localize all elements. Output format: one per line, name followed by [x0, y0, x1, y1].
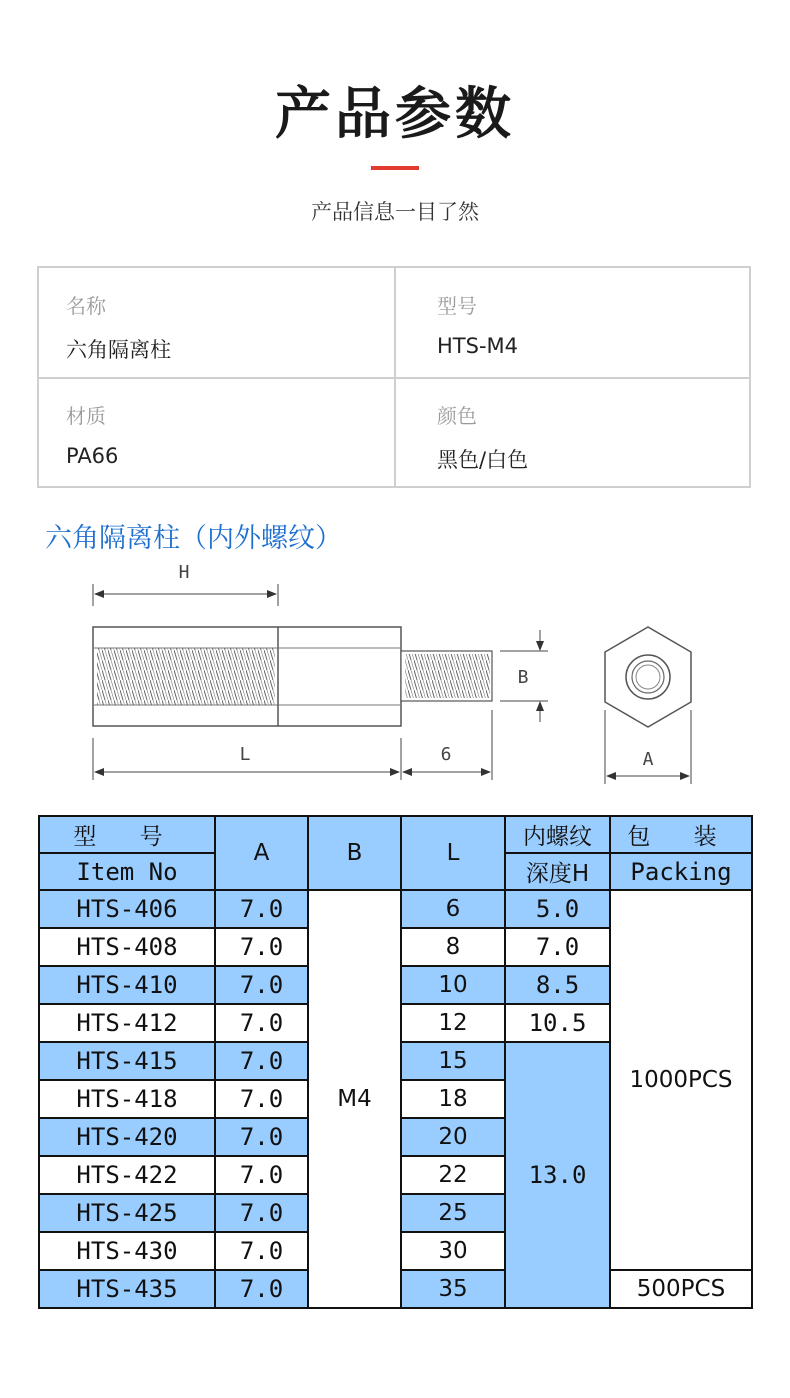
- cell-l: 8: [401, 928, 505, 966]
- header-pack-cn: 包 装: [610, 816, 752, 853]
- cell-item: HTS-415: [39, 1042, 215, 1080]
- dimension-6-label: 6: [440, 744, 452, 765]
- cell-a: 7.0: [215, 1232, 308, 1270]
- cell-l: 25: [401, 1194, 505, 1232]
- header-a: A: [215, 816, 308, 890]
- cell-a: 7.0: [215, 928, 308, 966]
- cell-l: 18: [401, 1080, 505, 1118]
- cell-l: 22: [401, 1156, 505, 1194]
- cell-a: 7.0: [215, 1194, 308, 1232]
- info-divider-horizontal: [39, 377, 749, 379]
- dimension-l-label: L: [239, 744, 251, 765]
- cell-a: 7.0: [215, 966, 308, 1004]
- material-label: 材质: [66, 404, 106, 428]
- dimension-6: [403, 710, 492, 780]
- spacer-end-view: [605, 627, 691, 727]
- color-value: 黑色/白色: [437, 448, 529, 472]
- cell-item: HTS-418: [39, 1080, 215, 1118]
- cell-depth: 7.0: [505, 928, 610, 966]
- cell-item: HTS-435: [39, 1270, 215, 1308]
- dimension-h: [93, 562, 278, 606]
- cell-a: 7.0: [215, 1004, 308, 1042]
- dimension-b: [500, 630, 548, 722]
- cell-item: HTS-430: [39, 1232, 215, 1270]
- page-title: 产品参数: [275, 82, 515, 147]
- cell-item: HTS-420: [39, 1118, 215, 1156]
- cell-a: 7.0: [215, 1080, 308, 1118]
- material-value: PA66: [66, 444, 119, 468]
- cell-l: 30: [401, 1232, 505, 1270]
- cell-a: 7.0: [215, 1042, 308, 1080]
- page-subtitle: 产品信息一目了然: [311, 200, 479, 224]
- cell-a: 7.0: [215, 890, 308, 928]
- header-pack-en: Packing: [610, 853, 752, 890]
- header-depth-line2: 深度H: [505, 853, 610, 890]
- cell-b-merged: M4: [308, 890, 401, 1308]
- section-heading: 六角隔离柱（内外螺纹）: [45, 523, 342, 554]
- cell-item: HTS-406: [39, 890, 215, 928]
- cell-l: 15: [401, 1042, 505, 1080]
- dimension-l: [93, 738, 401, 780]
- cell-pack-1000: 1000PCS: [610, 890, 752, 1270]
- cell-item: HTS-422: [39, 1156, 215, 1194]
- cell-pack-500: 500PCS: [610, 1270, 752, 1308]
- cell-depth: 5.0: [505, 890, 610, 928]
- header-b: B: [308, 816, 401, 890]
- model-label: 型号: [437, 294, 477, 318]
- spacer-side-view: [93, 627, 492, 726]
- cell-item: HTS-412: [39, 1004, 215, 1042]
- header-depth-line1: 内螺纹: [505, 816, 610, 853]
- dimension-diagram: [0, 550, 790, 800]
- dimension-h-label: H: [178, 562, 190, 583]
- name-value: 六角隔离柱: [66, 338, 171, 362]
- dimension-b-label: B: [517, 667, 529, 688]
- title-underline: [371, 166, 419, 170]
- product-info-table: [37, 266, 751, 488]
- dimension-a-label: A: [642, 749, 654, 770]
- cell-depth-merged: 13.0: [505, 1042, 610, 1308]
- cell-l: 35: [401, 1270, 505, 1308]
- cell-l: 12: [401, 1004, 505, 1042]
- cell-item: HTS-425: [39, 1194, 215, 1232]
- cell-a: 7.0: [215, 1118, 308, 1156]
- cell-a: 7.0: [215, 1270, 308, 1308]
- name-label: 名称: [66, 294, 106, 318]
- cell-depth: 10.5: [505, 1004, 610, 1042]
- color-label: 颜色: [437, 404, 477, 428]
- spec-table: [38, 815, 753, 1309]
- model-value: HTS-M4: [437, 334, 519, 358]
- header-model-en: Item No: [39, 853, 215, 890]
- cell-l: 6: [401, 890, 505, 928]
- cell-l: 10: [401, 966, 505, 1004]
- cell-item: HTS-408: [39, 928, 215, 966]
- header-l: L: [401, 816, 505, 890]
- header-model-cn: 型 号: [39, 816, 215, 853]
- cell-item: HTS-410: [39, 966, 215, 1004]
- cell-depth: 8.5: [505, 966, 610, 1004]
- cell-l: 20: [401, 1118, 505, 1156]
- cell-a: 7.0: [215, 1156, 308, 1194]
